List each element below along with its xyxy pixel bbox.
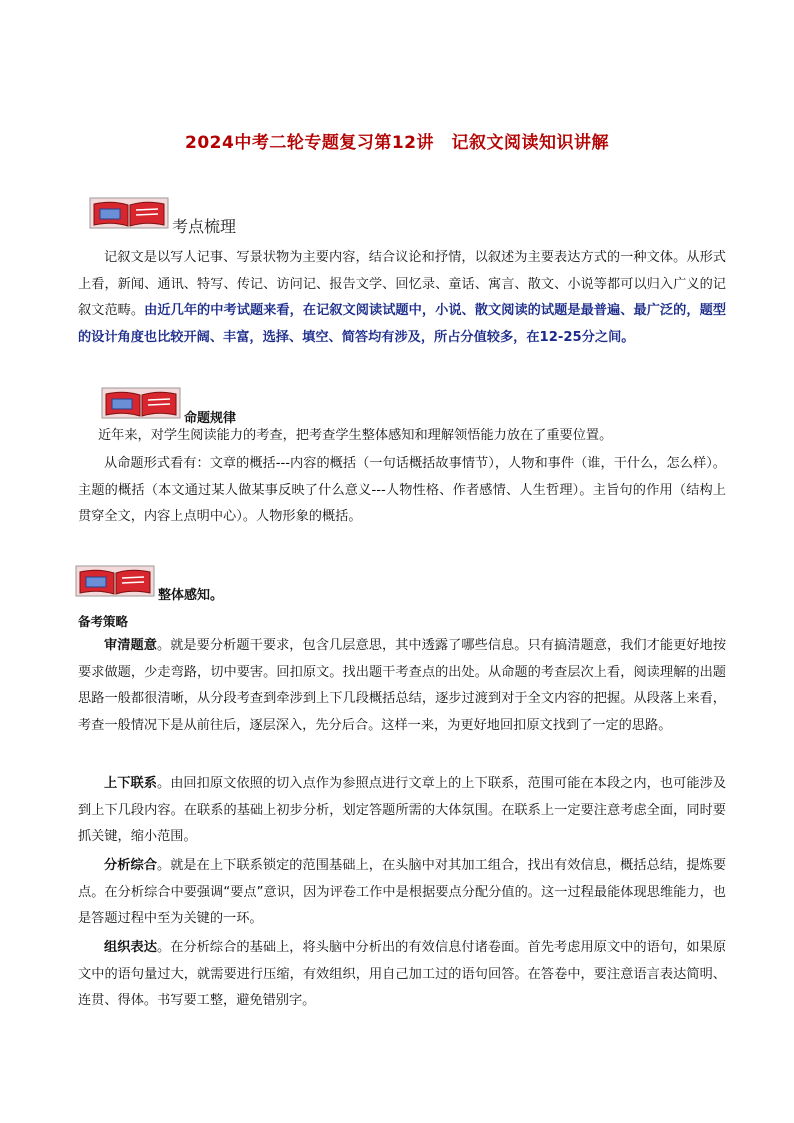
strategy-paragraph	[78, 853, 726, 933]
strategy-label: 审清题意	[104, 638, 157, 653]
open-book-icon	[88, 196, 170, 230]
strategy-paragraph	[78, 633, 726, 739]
strategy-text: 。在分析综合的基础上，将头脑中分析出的有效信息付诸卷面。首先考虑用原文中的语句，如果原文中的语句量过大，就需要进行压缩，有效组织，用自己加工过的语句回答。在答卷中，要注意语言表达简明、连贯、得体。书写要工整，避免错别字。	[78, 940, 727, 1008]
paragraph-mingti-2	[78, 451, 726, 531]
strategy-label: 组织表达	[104, 940, 157, 955]
strategy-text: 。就是在上下联系锁定的范围基础上，在头脑中对其加工组合，找出有效信息，概括总结，提炼要点。在分析综合中要强调“要点”意识，因为评卷工作中是根据要点分配分值的。这一过程最能体现思维能力，也是答题过程中至为关键的一环。	[78, 858, 727, 926]
strategy-label: 上下联系	[104, 776, 157, 791]
mingti-text-1: 近年来，对学生阅读能力的考查，把考查学生整体感知和理解领悟能力放在了重要位置。	[98, 428, 613, 443]
page-title: 2024中考二轮专题复习第12讲 记叙文阅读知识讲解	[185, 133, 609, 153]
section-heading-zhengti: 整体感知。	[158, 588, 224, 603]
strategy-paragraph	[78, 771, 726, 851]
intro-bold-text: 由近几年的中考试题来看，在记叙文阅读试题中，小说、散文阅读的试题是最普遍、最广泛的，题型的设计角度也比较开阔、丰富，选择、填空、简答均有涉及，所占分值较多，在12-25分之间。	[78, 303, 727, 345]
intro-text: 记叙文是以写人记事、写景状物为主要内容，结合议论和抒情，以叙述为主要表达方式的一种文体。从形式上看，新闻、通讯、特写、传记、访问记、报告文学、回忆录、童话、寓言、散文、小说等都可以归入广义的记叙文范畴。	[78, 250, 726, 318]
paragraph-intro	[78, 245, 726, 351]
mingti-text-2: 从命题形式看有：文章的概括---内容的概括（一句话概括故事情节），人物和事件（谁，干什么，怎么样）。主题的概括（本文通过某人做某事反映了什么意义---人物性格、作者感情、人生哲理）。主旨句的作用（结构上贯穿全文，内容上点明中心）。人物形象的概括。	[78, 456, 726, 524]
strategy-text: 。就是要分析题干要求，包含几层意思，其中透露了哪些信息。只有搞清题意，我们才能更好地按要求做题，少走弯路，切中要害。回扣原文。找出题干考查点的出处。从命题的考查层次上看，阅读理解的出题思路一般都很清晰，从分段考查到牵涉到上下几段概括总结，逐步过渡到对于全文内容的把握。从段落上来看，考查一般情况下是从前往后，逐层深入，先分后合。这样一来，为更好地回扣原文找到了一定的思路。	[78, 638, 727, 733]
paragraph-mingti-1	[78, 423, 726, 450]
section-heading-kaodian: 考点梳理	[172, 217, 237, 236]
strategy-paragraph	[78, 935, 726, 1015]
strategy-heading: 备考策略	[78, 614, 129, 629]
strategy-label: 分析综合	[104, 858, 157, 873]
section-heading-mingti: 命题规律	[184, 411, 237, 426]
open-book-icon	[74, 564, 156, 598]
strategy-text: 。由回扣原文依照的切入点作为参照点进行文章上的上下联系，范围可能在本段之内，也可能涉及到上下几段内容。在联系的基础上初步分析，划定答题所需的大体氛围。在联系上一定要注意考虑全面，同时要抓关键，缩小范围。	[78, 776, 727, 844]
open-book-icon	[100, 386, 182, 420]
